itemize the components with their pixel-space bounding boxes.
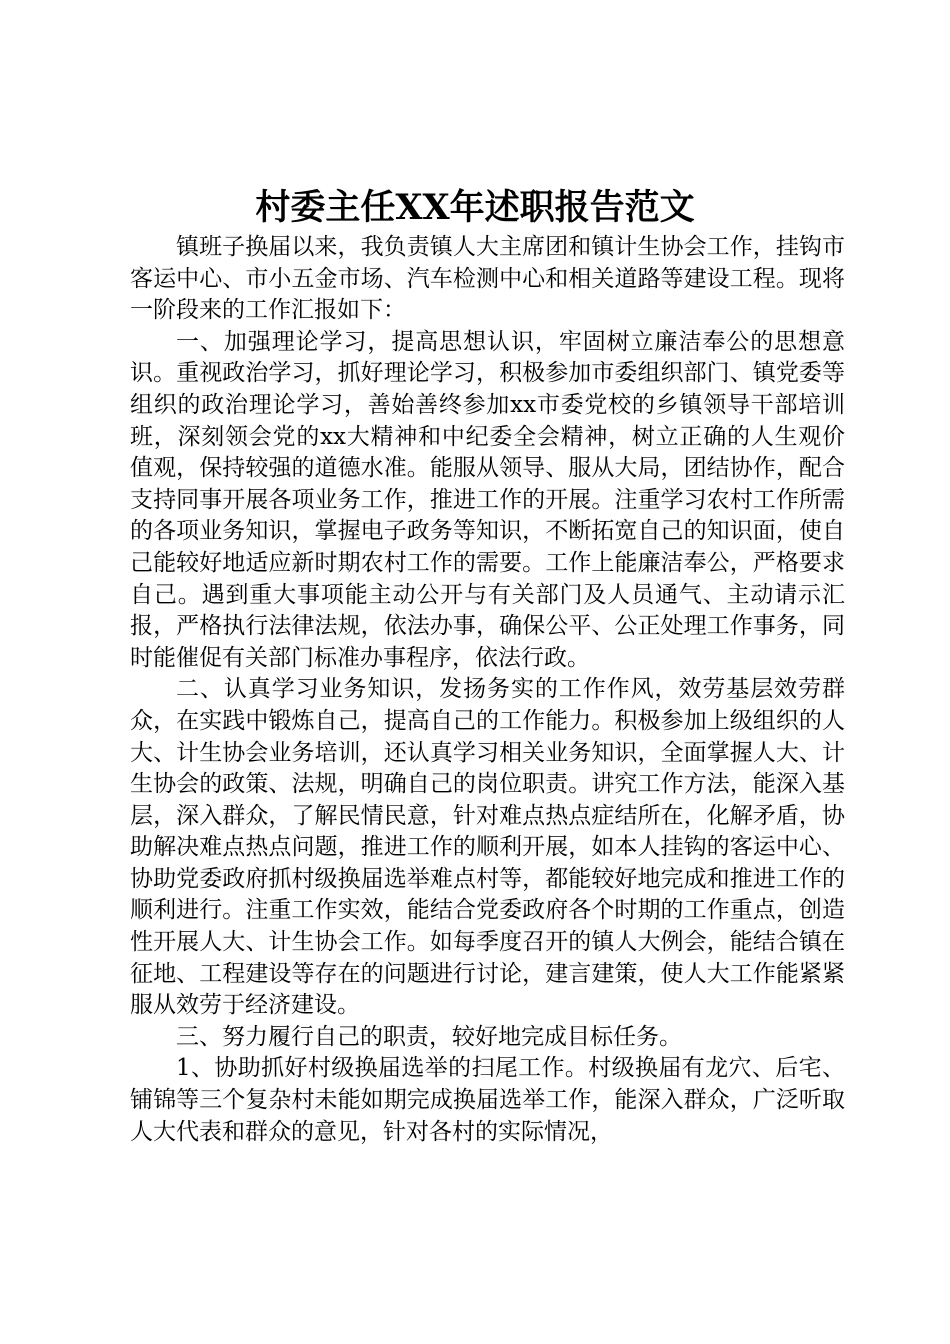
paragraph-intro: 镇班子换届以来，我负责镇人大主席团和镇计生协会工作，挂钩市客运中心、市小五金市场、汽车检测中心和相关道路等建设工程。现将一阶段来的工作汇报如下：	[130, 234, 845, 324]
paragraph-section-2: 二、认真学习业务知识，发扬务实的工作作风，效劳基层效劳群众，在实践中锻炼自己，提高自己的工作能力。积极参加上级组织的人大、计生协会业务培训，还认真学习相关业务知识，全面掌握人大、计生协会的政策、法规，明确自己的岗位职责。讲究工作方法，能深入基层，深入群众，了解民情民意，针对难点热点症结所在，化解矛盾，协助解决难点热点问题，推进工作的顺利开展，如本人挂钩的客运中心、协助党委政府抓村级换届选举难点村等，都能较好地完成和推进工作的顺利进行。注重工作实效，能结合党委政府各个时期的工作重点，创造性开展人大、计生协会工作。如每季度召开的镇人大例会，能结合镇在征地、工程建设等存在的问题进行讨论，建言建策，使人大工作能紧紧服从效劳于经济建设。	[130, 676, 845, 1019]
paragraph-item-1: 1、协助抓好村级换届选举的扫尾工作。村级换届有龙穴、后宅、铺锦等三个复杂村未能如期完成换届选举工作，能深入群众，广泛听取人大代表和群众的意见，针对各村的实际情况，	[130, 1055, 845, 1145]
document-title: 村委主任XX年述职报告范文	[255, 187, 695, 228]
paragraph-section-3-heading: 三、努力履行自己的职责，较好地完成目标任务。	[176, 1023, 682, 1050]
document-body	[130, 232, 845, 1148]
paragraph-section-1: 一、加强理论学习，提高思想认识，牢固树立廉洁奉公的思想意识。重视政治学习，抓好理论学习，积极参加市委组织部门、镇党委等组织的政治理论学习，善始善终参加xx市委党校的乡镇领导干部培训班，深刻领会党的xx大精神和中纪委全会精神，树立正确的人生观价值观，保持较强的道德水准。能服从领导、服从大局，团结协作，配合支持同事开展各项业务工作，推进工作的开展。注重学习农村工作所需的各项业务知识，掌握电子政务等知识，不断拓宽自己的知识面，使自己能较好地适应新时期农村工作的需要。工作上能廉洁奉公，严格要求自己。遇到重大事项能主动公开与有关部门及人员通气、主动请示汇报，严格执行法律法规，依法办事，确保公平、公正处理工作事务，同时能催促有关部门标准办事程序，依法行政。	[130, 328, 845, 671]
